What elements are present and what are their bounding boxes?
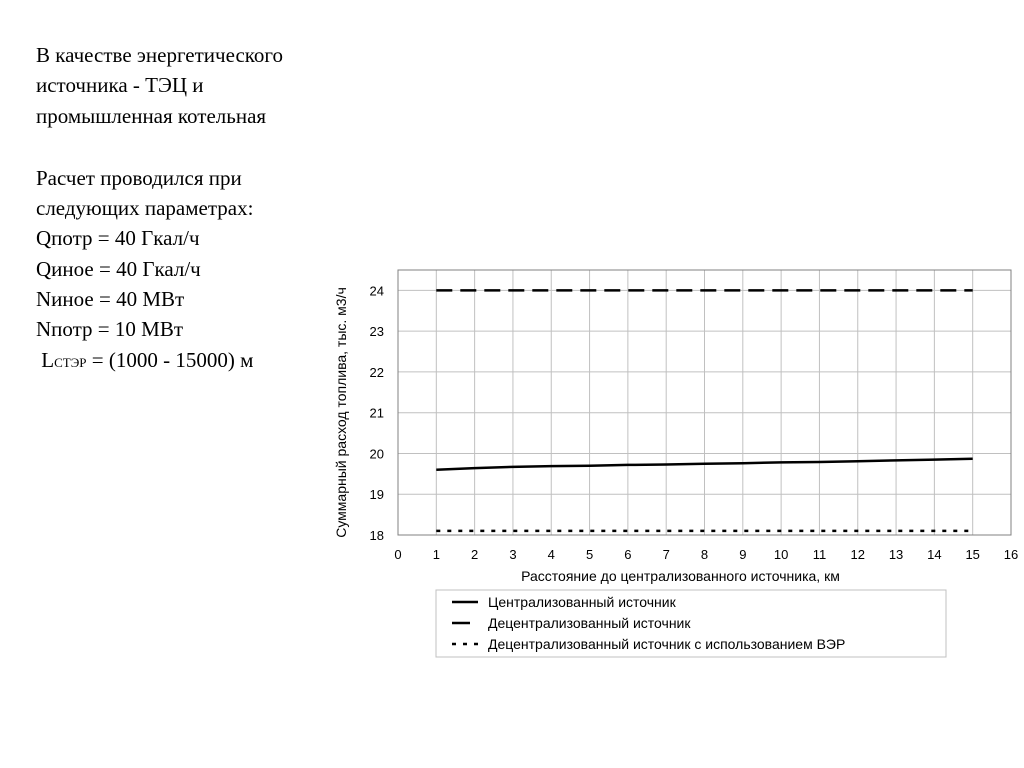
legend [436,590,946,657]
x-tick-label: 4 [547,547,555,562]
y-tick-label: 22 [369,364,384,380]
x-tick-label: 3 [509,547,517,562]
param-n-potr: Nпотр = 10 МВт [36,317,184,342]
x-tick-label: 0 [394,547,402,562]
l-rest: = (1000 - 15000) м [86,347,254,372]
legend-label-3: Децентрализованный источник с использованием ВЭР [488,636,846,652]
y-tick-label: 19 [369,487,384,503]
x-tick-label: 12 [850,547,865,562]
x-tick-label: 11 [812,547,827,562]
param-q-inoe: Qиное = 40 Гкал/ч [36,256,201,281]
l-sub: СТЭР [54,354,87,370]
x-tick-label: 6 [624,547,632,562]
y-tick-label: 23 [369,324,384,340]
heading-line-1: В качестве энергетического [36,43,283,67]
x-tick-label: 14 [927,547,942,562]
y-tick-label: 18 [369,528,384,543]
params-line-1: Расчет проводился при [36,165,242,190]
param-q-potr: Qпотр = 40 Гкал/ч [36,226,200,251]
x-tick-label: 15 [965,547,980,562]
l-main: L [41,347,55,372]
heading-line-3: промышленная котельная [36,103,267,128]
param-n-inoe: Nиное = 40 МВт [36,287,185,312]
y-axis-label: Суммарный расход топлива, тыс. м3/ч [333,287,349,538]
x-tick-label: 9 [739,547,747,562]
tick-layer [370,283,1019,562]
y-tick-label: 21 [369,405,384,421]
x-tick-label: 8 [700,547,709,562]
x-tick-label: 7 [662,547,670,562]
x-tick-label: 2 [471,547,479,562]
x-tick-label: 5 [585,547,594,562]
x-tick-label: 10 [773,547,789,562]
x-axis-label: Расстояние до централизованного источника, км [521,568,840,584]
x-tick-label: 16 [1003,547,1019,562]
legend-label-2: Децентрализованный источник [488,615,691,631]
x-tick-label: 13 [888,547,904,562]
y-tick-label: 20 [369,446,384,462]
x-tick-label: 1 [432,547,440,562]
params-line-2: следующих параметрах: [36,196,254,221]
y-tick-label: 24 [369,283,384,299]
legend-label-1: Централизованный источник [488,594,676,610]
grid-layer [398,270,1011,535]
heading-line-2: источника - ТЭЦ и [36,73,204,98]
